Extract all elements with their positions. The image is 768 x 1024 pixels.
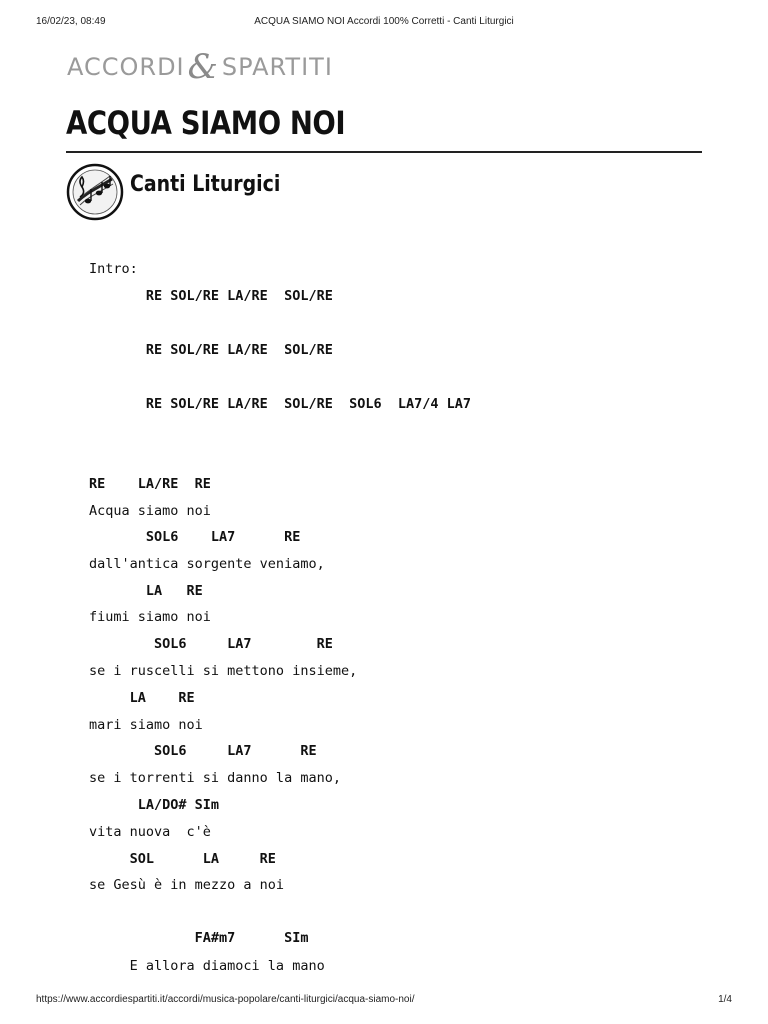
logo-word-left: ACCORDI [67,53,185,81]
lyric-line: se i torrenti si danno la mano, [89,770,341,786]
chord-line: RE SOL/RE LA/RE SOL/RE [89,288,333,304]
print-datetime: 16/02/23, 08:49 [36,16,106,27]
chord-line: SOL LA RE [89,851,276,867]
lyric-line: fiumi siamo noi [89,609,211,625]
sheet-line-intro-label: Intro: [89,261,138,277]
print-header [0,16,768,30]
logo-ampersand: & [187,47,219,87]
music-notes-icon[interactable] [66,163,124,221]
category-name[interactable]: Canti Liturgici [130,172,281,197]
lyric-line: E allora diamoci la mano [89,958,325,974]
site-logo[interactable] [67,48,333,86]
chord-line: RE LA/RE RE [89,476,211,492]
chord-line: RE SOL/RE LA/RE SOL/RE SOL6 LA7/4 LA7 [89,396,472,412]
page-number: 1/4 [718,994,732,1005]
lyric-line: mari siamo noi [89,717,203,733]
lyric-line: se i ruscelli si mettono insieme, [89,663,358,679]
lyric-line: Acqua siamo noi [89,503,211,519]
lyric-line: se Gesù è in mezzo a noi [89,877,285,893]
song-title: ACQUA SIAMO NOI [66,104,346,142]
chord-line: SOL6 LA7 RE [89,743,317,759]
print-url: https://www.accordiespartiti.it/accordi/musica-popolare/canti-liturgici/acqua-siamo-noi/ [36,994,415,1005]
logo-word-right: SPARTITI [221,53,333,81]
chord-line: LA RE [89,690,195,706]
chord-line: LA/DO# SIm [89,797,220,813]
chord-line: RE SOL/RE LA/RE SOL/RE [89,342,333,358]
print-page-title: ACQUA SIAMO NOI Accordi 100% Corretti - Canti Liturgici [254,16,514,27]
lyric-line: dall'antica sorgente veniamo, [89,556,325,572]
title-divider [66,151,702,153]
chord-line: SOL6 LA7 RE [89,636,333,652]
lyric-line: vita nuova c'è [89,824,211,840]
chord-line: FA#m7 SIm [89,930,309,946]
chord-line: SOL6 LA7 RE [89,529,301,545]
chord-line: LA RE [89,583,203,599]
